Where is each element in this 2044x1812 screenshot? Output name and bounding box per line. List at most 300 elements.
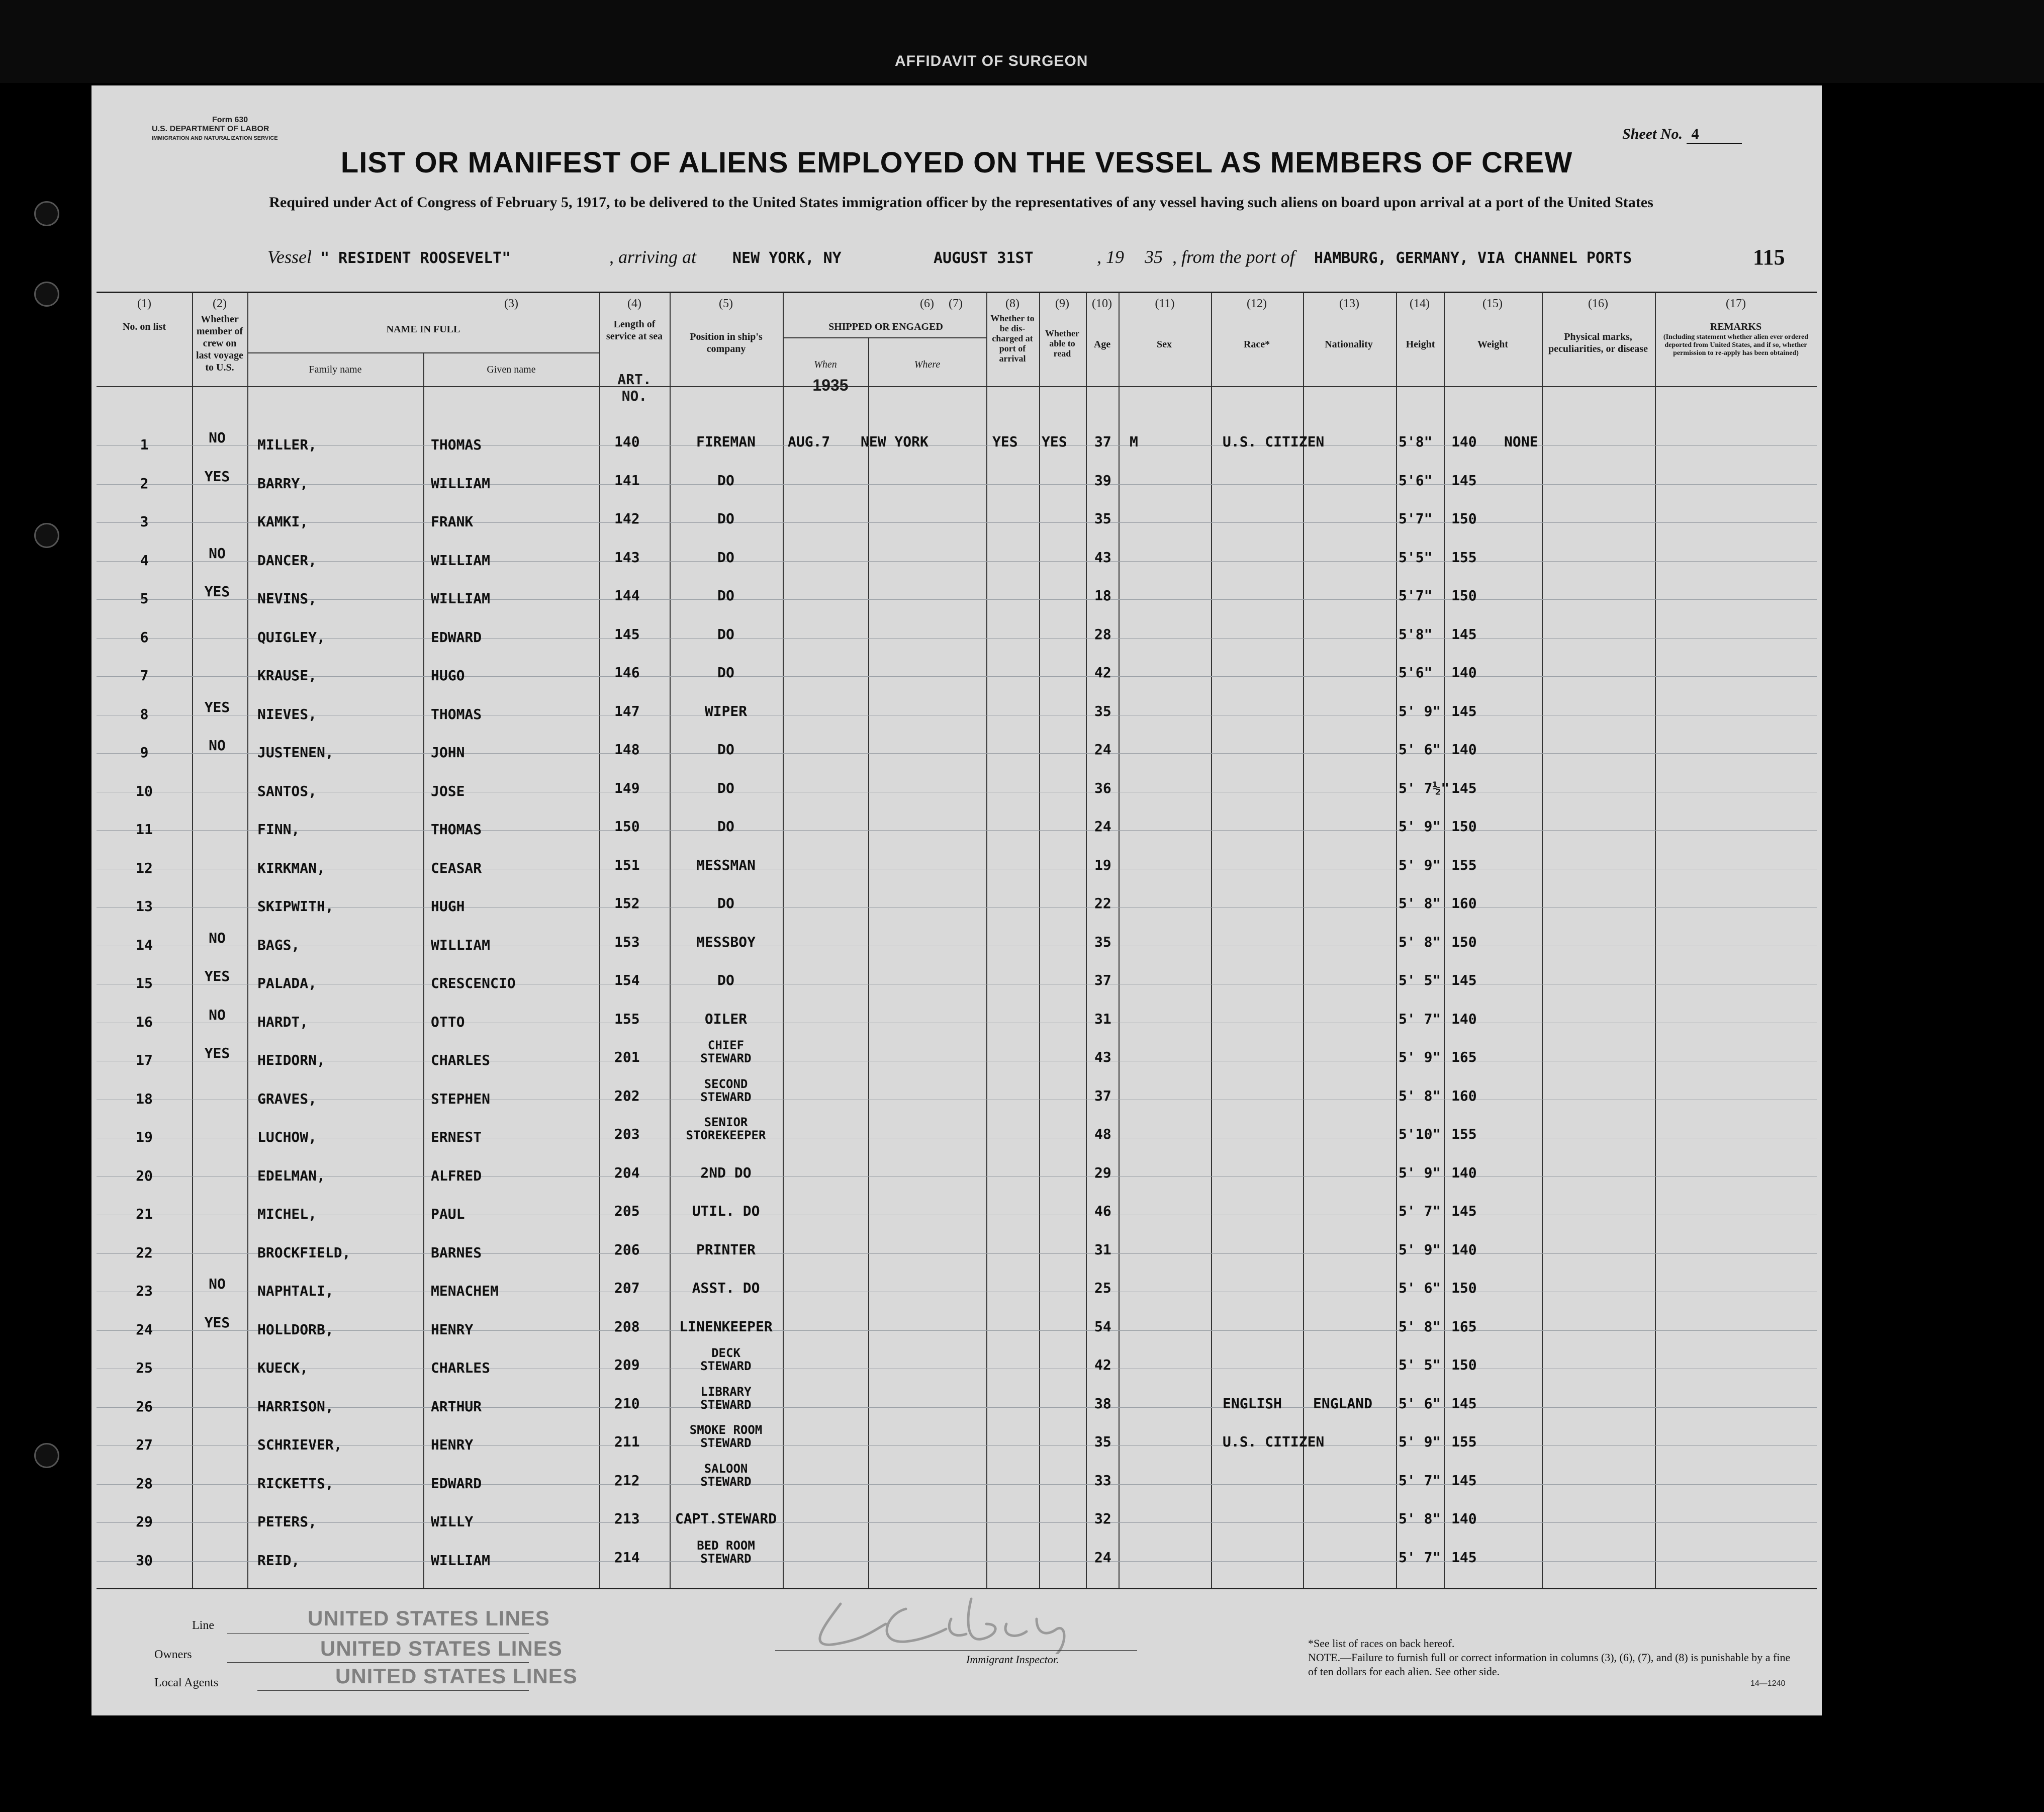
column-number: (6) [920,297,934,310]
cell-family: EDELMAN, [257,1167,325,1184]
cell-no: 22 [136,1244,153,1261]
cell-family: HARRISON, [257,1398,334,1415]
cell-given: PAUL [431,1206,465,1222]
cell-height: 5' 8" [1399,1318,1441,1335]
table-row [97,927,1817,965]
cell-weight: 140 [1451,1241,1477,1258]
cell-age: 46 [1094,1203,1111,1219]
cell-race: U.S. CITIZEN [1223,433,1325,450]
cell-no: 25 [136,1360,153,1376]
cell-weight: 140 [1451,1164,1477,1181]
cell-height: 5' 7½" [1399,779,1450,796]
cell-art: 147 [614,702,640,719]
table-row [97,542,1817,581]
cell-given: ERNEST [431,1129,482,1145]
cell-prev: YES [204,583,230,600]
owners-underline [227,1662,529,1663]
cell-weight: 160 [1451,1087,1477,1104]
cell-no: 19 [136,1129,153,1145]
cell-pos2: DO [717,741,734,758]
cell-height: 5' 6" [1399,741,1441,758]
cell-no: 11 [136,821,153,838]
cell-age: 33 [1094,1472,1111,1489]
shipped-subheader-line [783,337,986,338]
cell-weight: 155 [1451,1126,1477,1142]
cell-given: WILLIAM [431,475,491,492]
inspector-signature [785,1594,1107,1654]
cell-art: 155 [614,1010,640,1027]
cell-given: STEPHEN [431,1090,491,1107]
cell-pos2: STEWARD [700,1474,752,1489]
cell-no: 30 [136,1552,153,1569]
signature-underline [775,1650,1137,1651]
form-code: 14—1240 [1750,1679,1786,1688]
column-number: (4) [627,297,641,310]
cell-family: QUIGLEY, [257,628,325,646]
arriving-label: , arriving at [609,247,697,267]
cell-height: 5'8" [1399,433,1433,450]
cell-given: HENRY [431,1321,474,1338]
table-row [97,965,1817,1004]
cell-art: 212 [614,1472,640,1489]
cell-pos1: SECOND [704,1076,748,1091]
table-row [97,657,1817,696]
form-identifier [152,116,293,143]
cell-given: FRANK [431,513,474,530]
table-row [97,1076,1817,1119]
header-c13: Height [1406,339,1435,350]
cell-family: HEIDORN, [257,1052,325,1068]
cell-age: 42 [1094,664,1111,681]
header-c14: Weight [1477,339,1509,350]
form-title: LIST OR MANIFEST OF ALIENS EMPLOYED ON THE VESSEL AS MEMBERS OF CREW [340,146,1573,179]
cell-pos2: MESSMAN [696,856,756,873]
cell-given: THOMAS [431,705,482,722]
column-number: (7) [949,297,963,310]
cell-art: 213 [614,1510,640,1527]
table-row [97,696,1817,735]
cell-sex: M [1130,433,1138,450]
column-number: (16) [1588,297,1608,310]
cell-prev: NO [209,1276,226,1292]
arrival-port: NEW YORK, NY [732,249,842,267]
header-c9: Age [1093,339,1111,350]
column-number: (12) [1247,297,1267,310]
cell-family: KUECK, [257,1360,309,1376]
cell-weight: 155 [1451,1433,1477,1450]
cell-art: 154 [614,972,640,988]
cell-marks: NONE [1504,433,1538,450]
cell-height: 5' 6" [1399,1280,1441,1296]
column-number: (2) [213,297,227,310]
cell-age: 38 [1094,1395,1111,1412]
cell-family: BROCKFIELD, [257,1244,351,1261]
cell-no: 4 [140,552,149,569]
cell-art: 140 [614,433,640,450]
cell-given: CHARLES [431,1360,491,1376]
owners-label: Owners [154,1648,192,1661]
cell-where: NEW YORK [861,433,928,450]
cell-pos2: STEWARD [700,1090,752,1104]
cell-weight: 145 [1451,1395,1477,1412]
cell-pos2: CAPT.STEWARD [675,1510,777,1527]
cell-family: KRAUSE, [257,667,317,684]
cell-given: ALFRED [431,1167,482,1184]
cell-given: JOSE [431,782,465,799]
cell-nat: ENGLAND [1313,1395,1373,1412]
penalty-note: NOTE.—Failure to furnish full or correct information in columns (3), (6), (7), and (8) is punishable by a fine of ten dollars for each alien. See other side. [1308,1651,1791,1678]
header-c6a: When [814,359,837,370]
cell-prev: NO [209,429,226,446]
cell-pos1: SMOKE ROOM [689,1423,763,1437]
cell-no: 3 [140,513,149,530]
table-row [97,1196,1817,1234]
cell-art: 148 [614,741,640,758]
affidavit-heading: AFFIDAVIT OF SURGEON [895,53,1088,69]
cell-no: 13 [136,898,153,915]
cell-art: 143 [614,549,640,566]
header-c12: Nationality [1325,339,1373,350]
column-number: (8) [1005,297,1019,310]
binder-hole [34,201,59,226]
column-number: (3) [504,297,518,310]
cell-pos2: MESSBOY [696,933,756,950]
cell-no: 8 [140,705,149,722]
cell-height: 5' 9" [1399,1049,1441,1065]
cell-height: 5' 5" [1399,1356,1441,1373]
header-c16_note: (Including statement whether alien ever ordered deported from United States, and if so, whether permission to re-apply has been obtained) [1663,333,1809,357]
cell-age: 19 [1094,856,1111,873]
cell-no: 2 [140,475,149,492]
cell-art: 207 [614,1280,640,1296]
cell-family: KIRKMAN, [257,859,325,876]
cell-height: 5' 9" [1399,1433,1441,1450]
table-row [97,465,1817,504]
cell-age: 18 [1094,587,1111,604]
cell-height: 5'8" [1399,625,1433,643]
line-label: Line [192,1619,214,1632]
cell-height: 5' 7" [1399,1549,1441,1566]
cell-age: 37 [1094,1087,1111,1104]
header-separator [97,386,1817,387]
cell-family: HARDT, [257,1013,309,1030]
table-row [97,811,1817,850]
cell-no: 12 [136,859,153,876]
cell-weight: 145 [1451,625,1477,643]
cell-pos2: DO [717,549,734,566]
header-c4: Length of service at sea [606,319,663,342]
cell-age: 24 [1094,741,1111,758]
cell-pos2: STEWARD [700,1359,752,1373]
cell-height: 5' 8" [1399,1087,1441,1104]
cell-no: 10 [136,782,153,799]
cell-art: 141 [614,472,640,489]
cell-weight: 140 [1451,664,1477,681]
cell-pos2: STEWARD [700,1436,752,1450]
table-row [97,1538,1817,1581]
table-row [97,1423,1817,1465]
cell-no: 28 [136,1475,153,1492]
cell-family: FINN, [257,821,300,838]
sheet-label: Sheet No. [1622,126,1683,142]
cell-art: 209 [614,1356,640,1373]
cell-weight: 145 [1451,702,1477,719]
cell-family: BAGS, [257,936,300,953]
cell-given: CRESCENCIO [431,975,516,991]
cell-height: 5'6" [1399,472,1433,489]
vessel-name: " RESIDENT ROOSEVELT" [320,249,511,267]
cell-art: 149 [614,779,640,796]
cell-no: 17 [136,1052,153,1068]
cell-family: DANCER, [257,552,317,569]
cell-disch: YES [992,433,1018,450]
cell-height: 5' 7" [1399,1472,1441,1489]
table-row [97,1157,1817,1196]
column-number: (11) [1155,297,1175,310]
cell-no: 16 [136,1013,153,1030]
cell-weight: 140 [1451,1510,1477,1527]
local-agents-label: Local Agents [154,1676,219,1689]
cell-art: 202 [614,1087,640,1104]
crew-table [97,292,1817,1589]
cell-prev: YES [204,1045,230,1061]
cell-height: 5' 9" [1399,856,1441,873]
owners-stamp: UNITED STATES LINES [320,1637,563,1660]
cell-pos1: CHIEF [707,1038,745,1052]
cell-weight: 140 [1451,1010,1477,1027]
cell-art: 153 [614,933,640,950]
cell-height: 5'10" [1399,1126,1441,1142]
table-row [97,1038,1817,1080]
cell-family: NEVINS, [257,590,317,607]
cell-art: 150 [614,818,640,835]
name-subheader-line [247,352,599,353]
cell-age: 43 [1094,1049,1111,1065]
cell-pos2: STEWARD [700,1551,752,1566]
cell-pos2: FIREMAN [696,433,756,450]
cell-family: NAPHTALI, [257,1283,334,1299]
cell-no: 6 [140,628,149,646]
header-c1: No. on list [122,321,166,332]
cell-age: 24 [1094,818,1111,835]
table-row [97,888,1817,927]
cell-no: 24 [136,1321,153,1338]
cell-weight: 150 [1451,933,1477,950]
cell-height: 5' 8" [1399,1510,1441,1527]
cell-age: 42 [1094,1356,1111,1373]
cell-height: 5' 8" [1399,933,1441,950]
cell-weight: 150 [1451,510,1477,527]
cell-family: JUSTENEN, [257,744,334,761]
cell-weight: 145 [1451,779,1477,796]
cell-family: NIEVES, [257,705,317,722]
cell-pos2: DO [717,895,734,912]
table-row [97,1311,1817,1350]
cell-given: THOMAS [431,436,482,453]
year-value: 35 [1145,247,1163,267]
cell-pos2: ASST. DO [692,1280,760,1296]
column-number: (14) [1410,297,1430,310]
cell-pos1: SALOON [704,1461,748,1476]
table-row [97,503,1817,542]
column-number: (5) [719,297,733,310]
header-c3: NAME IN FULL [386,324,460,335]
header-c16: REMARKS [1710,321,1762,332]
header-c11: Race* [1243,339,1270,350]
table-row [97,1346,1817,1388]
cell-height: 5'5" [1399,549,1433,566]
line-underline [227,1633,529,1634]
cell-age: 35 [1094,933,1111,950]
cell-race: ENGLISH [1223,1395,1282,1412]
cell-prev: NO [209,929,226,946]
cell-family: GRAVES, [257,1090,317,1107]
column-number: (13) [1339,297,1359,310]
cell-art: 203 [614,1126,640,1142]
cell-no: 14 [136,936,153,953]
cell-given: HENRY [431,1436,474,1453]
header-c6b: Where [914,359,941,370]
cell-no: 21 [136,1206,153,1222]
cell-given: MENACHEM [431,1283,499,1299]
cell-pos2: OILER [704,1010,748,1027]
cell-age: 37 [1094,972,1111,988]
cell-pos2: DO [717,664,734,681]
cell-art: 205 [614,1203,640,1219]
cell-no: 5 [140,590,149,607]
cell-art: 145 [614,625,640,643]
cell-no: 7 [140,667,149,684]
cell-pos2: PRINTER [696,1241,756,1258]
cell-family: HOLLDORB, [257,1321,334,1338]
cell-pos2: STEWARD [700,1397,752,1412]
cell-art: 211 [614,1433,640,1450]
table-row [97,734,1817,773]
vessel-label: Vessel [267,247,312,267]
cell-weight: 140 [1451,433,1477,450]
cell-prev: YES [204,698,230,715]
column-number: (1) [137,297,151,310]
cell-weight: 145 [1451,972,1477,988]
cell-age: 31 [1094,1241,1111,1258]
agents-stamp: UNITED STATES LINES [335,1664,578,1688]
cell-prev: NO [209,737,226,754]
departure-port: HAMBURG, GERMANY, VIA CHANNEL PORTS [1314,249,1632,267]
column-number: (15) [1482,297,1503,310]
cell-no: 1 [140,436,149,453]
footnote [1308,1637,1791,1679]
cell-given: WILLY [431,1513,474,1530]
cell-weight: 140 [1451,741,1477,758]
binder-hole [34,282,59,307]
header-c7: Whether to be dis-charged at port of arrival [990,313,1035,364]
cell-age: 25 [1094,1280,1111,1296]
table-row [97,1503,1817,1542]
form-subtitle: Required under Act of Congress of February 5, 1917, to be delivered to the United States immigration officer by the representatives of any vessel having such aliens on board upon arrival at a port of the United States [269,194,1653,211]
binder-hole [34,523,59,548]
column-number: (9) [1055,297,1069,310]
cell-age: 43 [1094,549,1111,566]
service-name: IMMIGRATION AND NATURALIZATION SERVICE [152,135,278,141]
binder-hole [34,1443,59,1468]
cell-prev: YES [204,1314,230,1331]
table-row [97,619,1817,658]
cell-age: 35 [1094,702,1111,719]
cell-age: 35 [1094,1433,1111,1450]
table-row [97,1004,1817,1042]
cell-family: RICKETTS, [257,1475,334,1492]
header-c2: Whether member of crew on last voyage to U.S. [196,314,243,373]
cell-pos2: 2ND DO [700,1164,752,1181]
cell-given: EDWARD [431,1475,482,1492]
cell-age: 31 [1094,1010,1111,1027]
header-c3a: Family name [309,364,362,375]
cell-age: 36 [1094,779,1111,796]
cell-family: LUCHOW, [257,1129,317,1145]
cell-height: 5' 9" [1399,1164,1441,1181]
cell-weight: 145 [1451,1549,1477,1566]
cell-given: HUGH [431,898,465,915]
department-name: U.S. DEPARTMENT OF LABOR [152,125,269,133]
cell-when: AUG.7 [788,433,830,450]
cell-given: CEASAR [431,859,482,876]
header-c8: Whether able to read [1045,328,1079,358]
cell-art: 204 [614,1164,640,1181]
cell-pos1: SENIOR [704,1115,748,1129]
cell-given: WILLIAM [431,590,491,607]
cell-pos2: WIPER [704,702,748,719]
cell-weight: 165 [1451,1318,1477,1335]
agents-underline [257,1690,529,1691]
cell-family: KAMKI, [257,513,309,530]
cell-weight: 145 [1451,1203,1477,1219]
cell-prev: NO [209,1006,226,1023]
cell-no: 20 [136,1167,153,1184]
cell-age: 37 [1094,433,1111,450]
cell-height: 5' 6" [1399,1395,1441,1412]
header-c10: Sex [1157,339,1172,350]
cell-art: 201 [614,1049,640,1065]
sheet-value: 4 [1687,126,1742,144]
table-row [97,1273,1817,1311]
cell-pos2: DO [717,779,734,796]
cell-family: MILLER, [257,436,317,453]
cell-weight: 145 [1451,1472,1477,1489]
table-row [97,1234,1817,1273]
cell-pos2: STOREKEEPER [686,1128,766,1142]
header-c15: Physical marks, peculiarities, or disease [1548,331,1648,354]
cell-prev: YES [204,968,230,984]
cell-given: OTTO [431,1013,465,1030]
cell-no: 9 [140,744,149,761]
cell-family: SKIPWITH, [257,898,334,915]
cell-age: 32 [1094,1510,1111,1527]
cell-family: MICHEL, [257,1206,317,1222]
cell-given: WILLIAM [431,936,491,953]
cell-pos2: DO [717,625,734,643]
cell-no: 27 [136,1436,153,1453]
cell-pos2: DO [717,587,734,604]
cell-weight: 150 [1451,1356,1477,1373]
cell-family: BARRY, [257,475,309,492]
cell-weight: 150 [1451,1280,1477,1296]
cell-given: WILLIAM [431,1552,491,1569]
cell-age: 54 [1094,1318,1111,1335]
cell-no: 23 [136,1283,153,1299]
cell-art: 144 [614,587,640,604]
column-number: (10) [1092,297,1112,310]
cell-no: 26 [136,1398,153,1415]
